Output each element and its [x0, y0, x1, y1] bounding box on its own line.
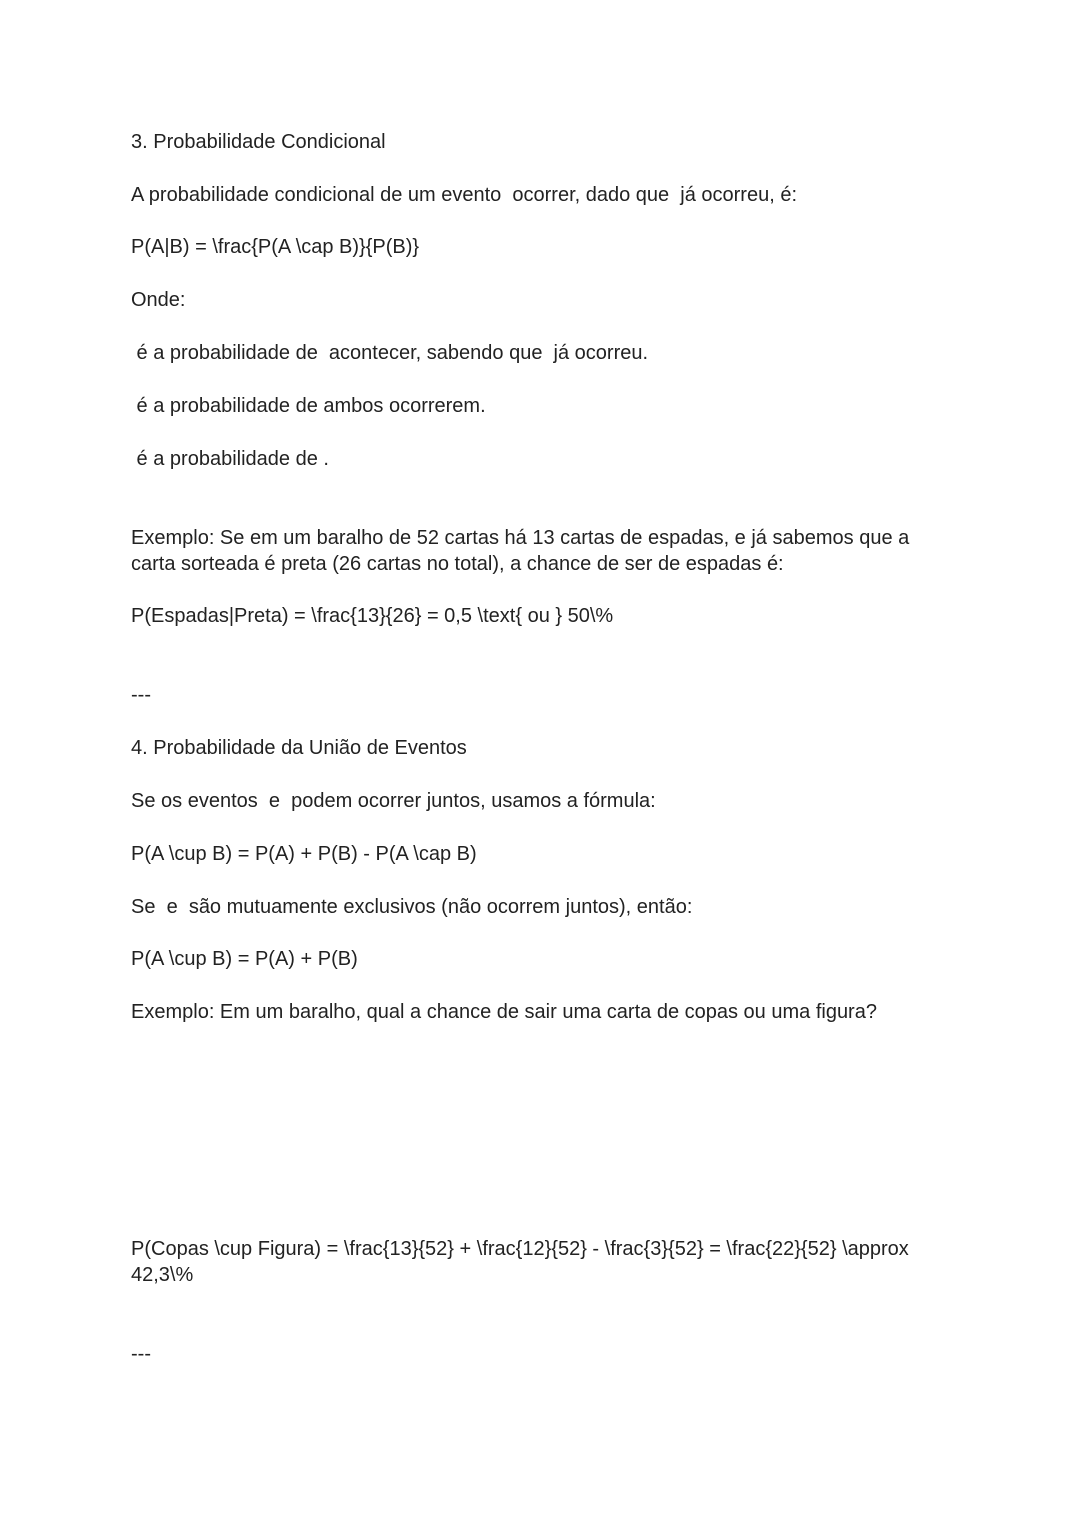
section-4-heading: 4. Probabilidade da União de Eventos: [131, 737, 467, 759]
example-formula-line-2: 42,3\%: [131, 1264, 194, 1286]
section-4-intro: Se os eventos e podem ocorrer juntos, usamos a fórmula:: [131, 790, 656, 812]
separator: ---: [131, 1343, 151, 1365]
section-3-heading: 3. Probabilidade Condicional: [131, 131, 386, 153]
union-formula: P(A \cup B) = P(A) + P(B) - P(A \cap B): [131, 843, 477, 865]
example-question: Exemplo: Em um baralho, qual a chance de sair uma carta de copas ou uma figura?: [131, 1001, 877, 1023]
definition-item: é a probabilidade de ambos ocorrerem.: [131, 395, 486, 417]
mutually-exclusive-text: Se e são mutuamente exclusivos (não ocorrem juntos), então:: [131, 896, 693, 918]
conditional-probability-formula: P(A|B) = \frac{P(A \cap B)}{P(B)}: [131, 236, 420, 258]
separator: ---: [131, 684, 151, 706]
example-formula: P(Espadas|Preta) = \frac{13}{26} = 0,5 \text{ ou } 50\%: [131, 605, 614, 627]
where-label: Onde:: [131, 289, 186, 311]
definition-item: é a probabilidade de .: [131, 448, 329, 470]
section-3-intro: A probabilidade condicional de um evento ocorrer, dado que já ocorreu, é:: [131, 184, 797, 206]
mutually-exclusive-formula: P(A \cup B) = P(A) + P(B): [131, 948, 358, 970]
example-formula-line-1: P(Copas \cup Figura) = \frac{13}{52} + \frac{12}{52} - \frac{3}{52} = \frac{22}{52} \approx: [131, 1238, 909, 1260]
definition-item: é a probabilidade de acontecer, sabendo que já ocorreu.: [131, 342, 649, 364]
example-text-line-1: Exemplo: Se em um baralho de 52 cartas há 13 cartas de espadas, e já sabemos que a: [131, 527, 910, 549]
example-text-line-2: carta sorteada é preta (26 cartas no total), a chance de ser de espadas é:: [131, 553, 784, 575]
